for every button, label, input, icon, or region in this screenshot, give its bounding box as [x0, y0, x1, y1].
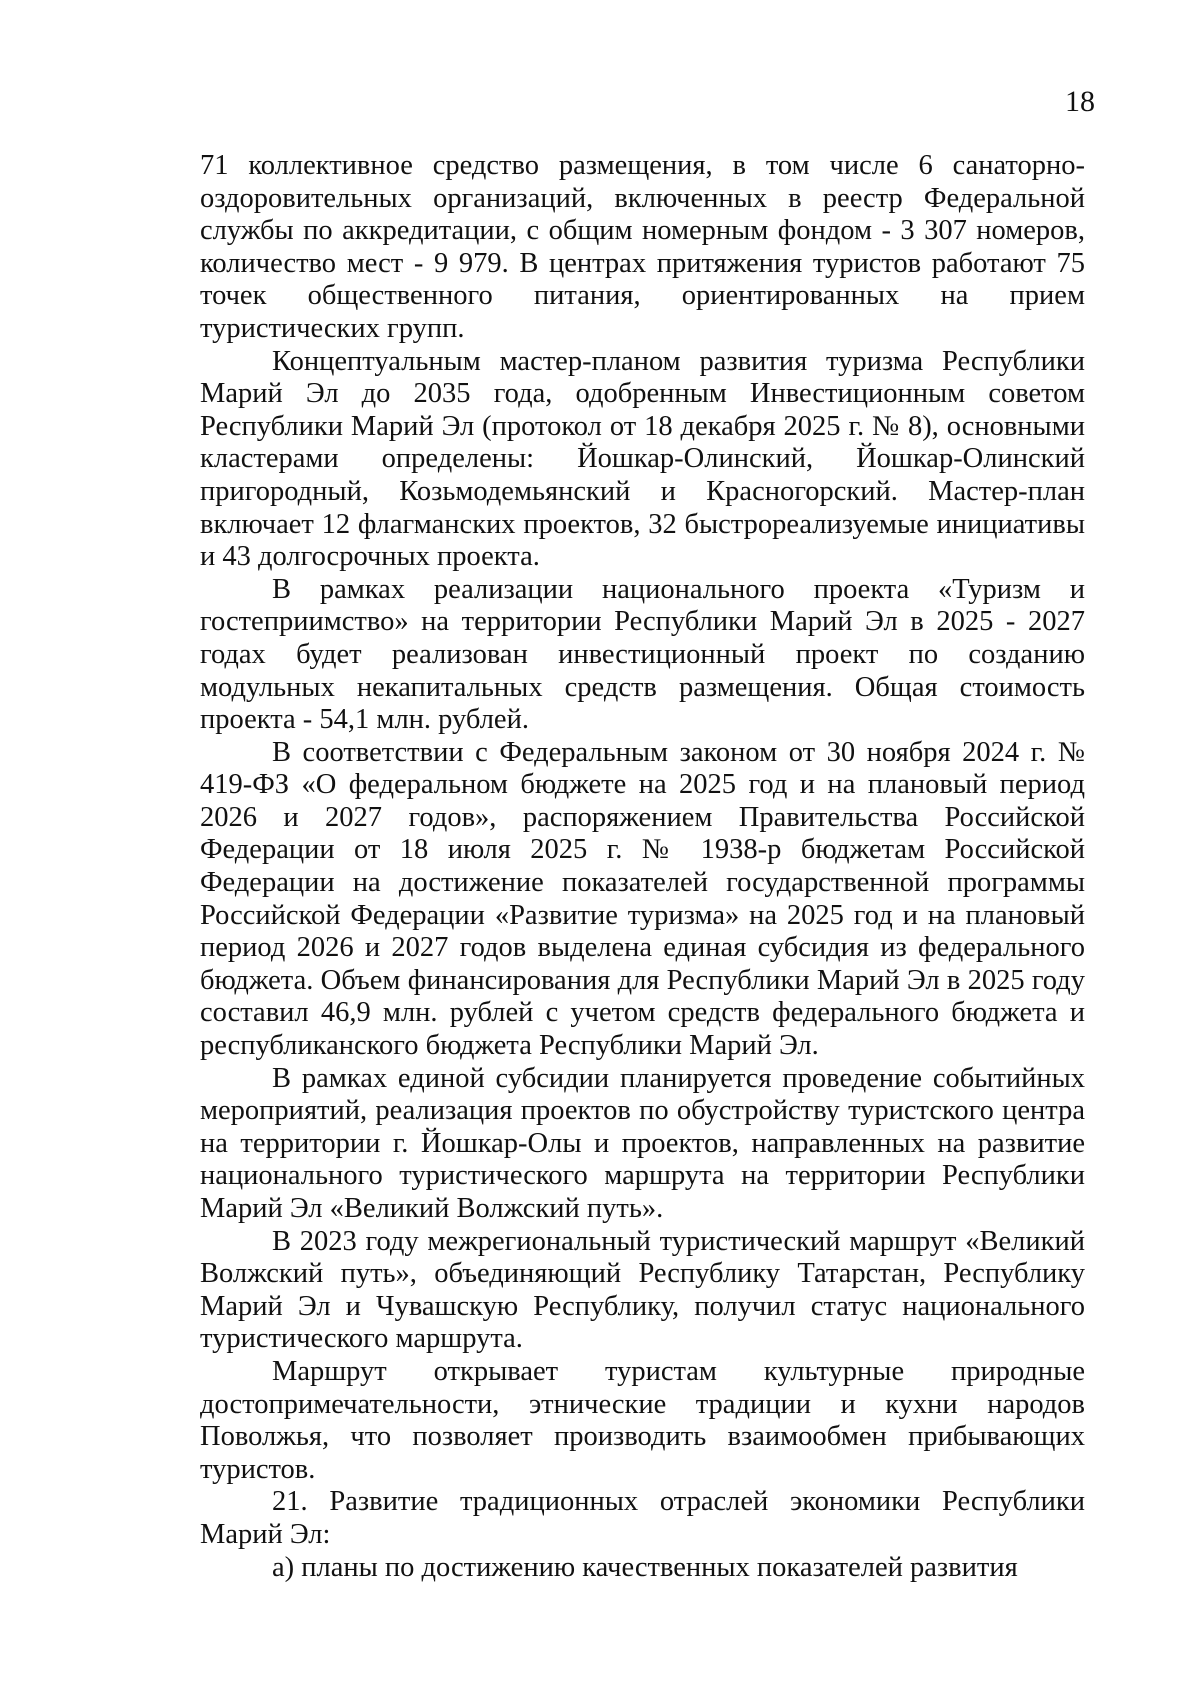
page-number: 18 — [1065, 85, 1095, 118]
section-heading-traditional-industries: 21. Развитие традиционных отраслей экономики Республики Марий Эл: — [200, 1486, 1085, 1550]
paragraph-master-plan: Концептуальным мастер-планом развития туризма Республики Марий Эл до 2035 года, одобренным Инвестиционным советом Республики Марий Эл (протокол от 18 декабря 2025 г. № 8), основными кластерами определены: Йошкар-Олинский, Йошкар-Олинский пригородный, Козьмодемьянский и Красногорский. Мастер-план включает 12 флагманских проектов, 32 быстрореализуемые инициативы и 43 долгосрочных проекта. — [200, 345, 1085, 573]
paragraph-single-subsidy: В рамках единой субсидии планируется проведение событийных мероприятий, реализация проектов по обустройству туристского центра на территории г. Йошкар-Олы и проектов, направленных на развитие национального туристического маршрута на территории Республики Марий Эл «Великий Волжский путь». — [200, 1062, 1085, 1224]
list-item-a: а) планы по достижению качественных показателей развития — [272, 1551, 1018, 1583]
paragraph-route-attractions: Маршрут открывает туристам культурные природные достопримечательности, этнические традиции и кухни народов Поволжья, что позволяет производить взаимообмен прибывающих туристов. — [200, 1355, 1085, 1485]
document-body — [200, 150, 1085, 1584]
paragraph-volga-route: В 2023 году межрегиональный туристический маршрут «Великий Волжский путь», объединяющий Республику Татарстан, Республику Марий Эл и Чувашскую Республику, получил статус национального туристического маршрута. — [200, 1225, 1085, 1355]
paragraph-federal-law: В соответствии с Федеральным законом от 30 ноября 2024 г. № 419-ФЗ «О федеральном бюджете на 2025 год и на плановый период 2026 и 2027 годов», распоряжением Правительства Российской Федерации от 18 июля 2025 г. № 1938-р бюджетам Российской Федерации на достижение показателей государственной программы Российской Федерации «Развитие туризма» на 2025 год и на плановый период 2026 и 2027 годов выделена единая субсидия из федерального бюджета. Объем финансирования для Республики Марий Эл в 2025 году составил 46,9 млн. рублей с учетом средств федерального бюджета и республиканского бюджета Республики Марий Эл. — [200, 736, 1085, 1062]
paragraph-accommodation: 71 коллективное средство размещения, в том числе 6 санаторно-оздоровительных организаций, включенных в реестр Федеральной службы по аккредитации, с общим номерным фондом - 3 307 номеров, количество мест - 9 979. В центрах притяжения туристов работают 75 точек общественного питания, ориентированных на прием туристических групп. — [200, 150, 1085, 344]
paragraph-national-project: В рамках реализации национального проекта «Туризм и гостеприимство» на территории Республики Марий Эл в 2025 - 2027 годах будет реализован инвестиционный проект по созданию модульных некапитальных средств размещения. Общая стоимость проекта - 54,1 млн. рублей. — [200, 573, 1085, 736]
